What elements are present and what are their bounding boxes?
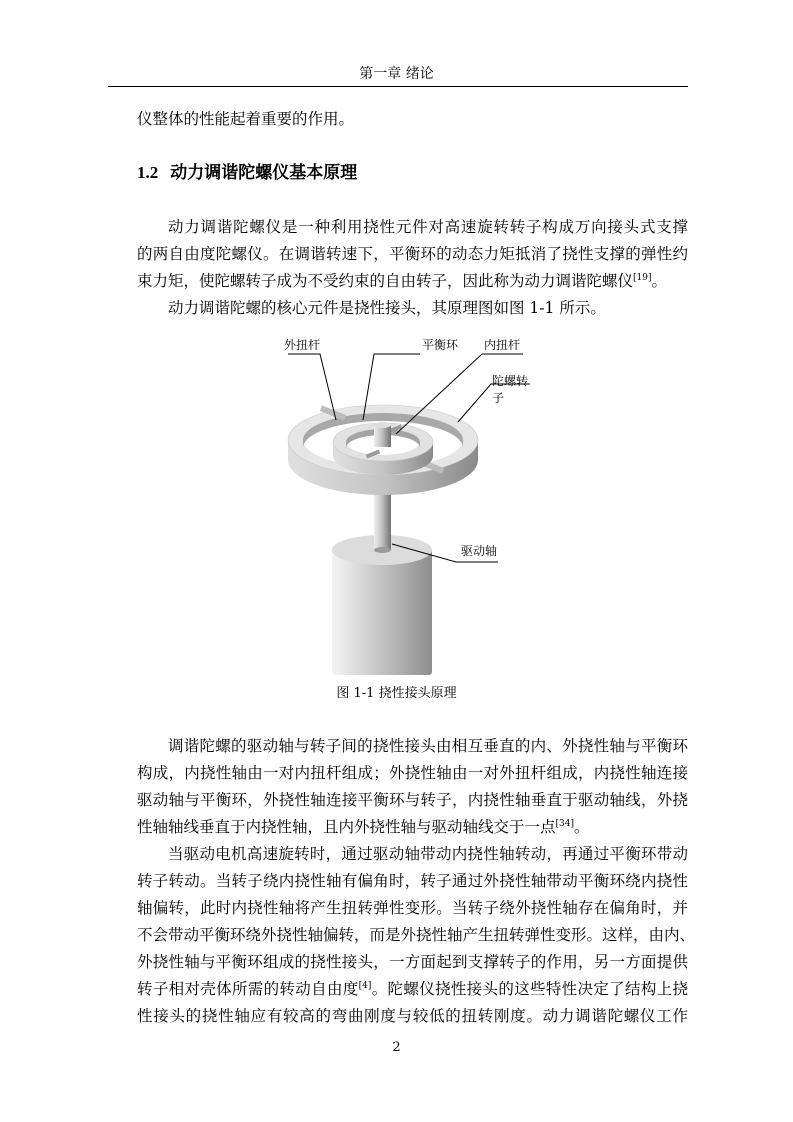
label-rotor: 陀螺转子: [492, 374, 529, 405]
text-segment: 转子相对壳体所需的转动自由度: [137, 980, 359, 998]
motor-cylinder: [332, 535, 432, 675]
shaft-top: [374, 425, 391, 447]
header-rule: [108, 86, 688, 87]
text-line: 轴偏转，此时内挠性轴将产生扭转弹性变形。当转子绕外挠性轴存在偏角时，并: [137, 899, 688, 917]
text-line: 当驱动电机高速旋转时，通过驱动轴带动内挠性轴转动，再通过平衡环带动: [168, 845, 688, 863]
text-line: 的两自由度陀螺仪。在调谐转速下，平衡环的动态力矩抵消了挠性支撑的弹性约: [137, 245, 688, 263]
section-heading: [137, 158, 357, 183]
text-segment: 性轴轴线垂直于内挠性轴，且内外挠性轴与驱动轴线交于一点: [137, 818, 556, 836]
paragraph-operation: [137, 841, 696, 1030]
section-title: 动力调谐陀螺仪基本原理: [170, 163, 358, 183]
figure-flexible-joint: [270, 330, 530, 679]
paragraph-continued: [137, 106, 688, 133]
page-number: 2: [392, 1040, 401, 1055]
text-line: 转子转动。当转子绕内挠性轴有偏角时，转子通过外挠性轴带动平衡环绕内挠性: [137, 872, 688, 890]
text-line: 仪整体的性能起着重要的作用。: [137, 110, 355, 128]
figure-caption: 图 1-1 挠性接头原理: [336, 686, 457, 701]
text-line: 外挠性轴与平衡环组成的挠性接头，一方面起到支撑转子的作用，另一方面提供: [137, 953, 688, 971]
text-line: [137, 814, 688, 841]
paragraph-intro: [137, 214, 688, 322]
text-line: 驱动轴与平衡环，外挠性轴连接平衡环与转子，内挠性轴垂直于驱动轴线，外挠: [137, 791, 688, 809]
paragraph-joint-structure: [137, 733, 688, 841]
text-line: 动力调谐陀螺仪是一种利用挠性元件对高速旋转转子构成万向接头式支撑: [168, 218, 688, 236]
text-segment: 束力矩，使陀螺转子成为不受约束的自由转子，因此称为动力调谐陀螺仪: [137, 272, 634, 290]
text-segment: 。陀螺仪挠性接头的这些特性决定了结构上挠: [371, 980, 688, 998]
label-outer-torsion-bar: 外扭杆: [284, 338, 321, 352]
label-drive-shaft: 驱动轴: [461, 544, 498, 558]
text-line: [137, 268, 688, 295]
running-header: 第一章 绪论: [359, 66, 434, 82]
section-number: 1.2: [137, 163, 159, 182]
shaft-end: [374, 422, 391, 428]
text-line: 调谐陀螺的驱动轴与转子间的挠性接头由相互垂直的内、外挠性轴与平衡环: [168, 737, 688, 755]
flexible-joint-diagram: [270, 330, 530, 675]
text-line: 构成，内挠性轴由一对内扭杆组成；外挠性轴由一对外扭杆组成，内挠性轴连接: [137, 764, 688, 782]
text-segment: 。: [651, 272, 668, 290]
text-line: 性接头的挠性轴应有较高的弯曲刚度与较低的扭转刚度。动力调谐陀螺仪工作: [137, 1007, 688, 1025]
label-gimbal-ring: 平衡环: [422, 338, 459, 352]
citation: [19]: [633, 272, 652, 283]
label-inner-torsion-bar: 内扭杆: [484, 338, 521, 352]
text-line: 动力调谐陀螺的核心元件是挠性接头，其原理图如图 1-1 所示。: [168, 299, 606, 317]
citation: [34]: [555, 818, 574, 829]
text-segment: 。: [574, 818, 590, 836]
citation: [4]: [358, 980, 372, 991]
text-line: [137, 976, 688, 1003]
text-line: 不会带动平衡环绕外挠性轴偏转，而是外挠性轴产生扭转弹性变形。这样，由内、: [137, 926, 696, 944]
